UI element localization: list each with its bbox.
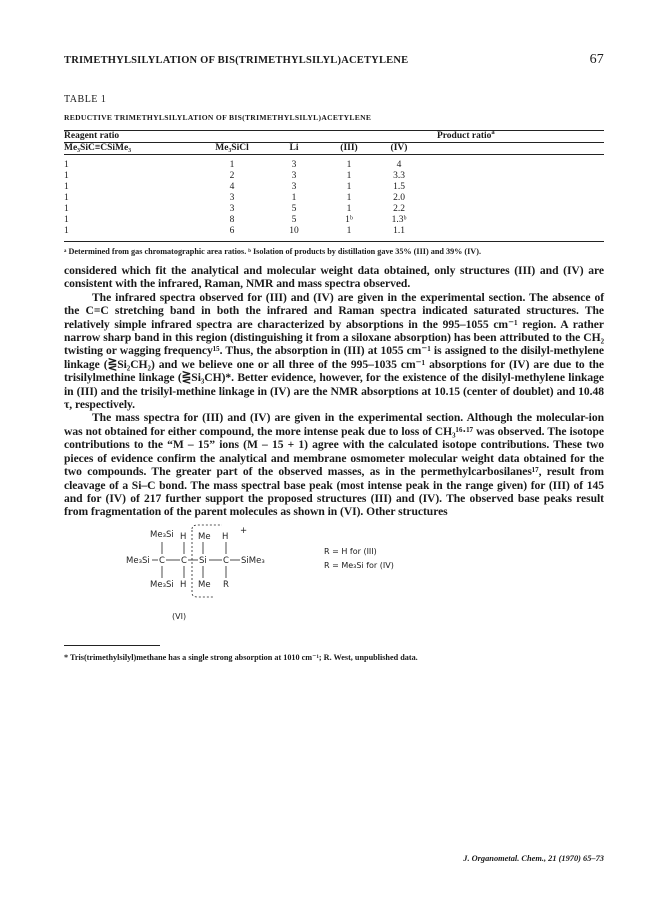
table-row: [64, 160, 604, 171]
running-head-title: TRIMETHYLSILYLATION OF BIS(TRIMETHYLSILYL)ACETYLENE: [64, 55, 409, 66]
table-cell: 3: [291, 171, 297, 181]
atom-c1: C: [159, 555, 165, 566]
atom-h1: H: [180, 531, 187, 542]
atom-me3si-left: Me₃Si: [126, 555, 150, 566]
paragraph-2: The infrared spectra observed for (III) and (IV) are given in the experimental section. The absence of the C=C stretching band in both the infrared and Raman spectra indicated saturated structures. The relatively simple infrared spectra are characterized by absorptions in the 995–1055 cm⁻¹ region. A rather narrow sharp band in this region (distinguishing it from a siloxane absorption) has been attributed to the CH₂ twisting or wagging frequency¹⁵. Thus, the absorption in (III) at 1055 cm⁻¹ is assigned to the disilyl-methylene linkage (⋛Si₂CH₂) and we believe one or all three of the 995–1035 cm⁻¹ absorptions for (IV) are due to the trisilylmethine linkage (⋛Si₃CH)*. Better evidence, however, for the existence of the disilyl-methylene linkage in (III) and the trisilyl-methine linkage in (IV) are the NMR absorptions at 10.15 (center of doublet) and 10.48 τ, respectively.: [64, 290, 604, 412]
table-cell: 3: [229, 204, 235, 214]
cleavage-bracket-top: [192, 525, 222, 529]
structure-vi: [64, 523, 604, 643]
table-caption: REDUCTIVE TRIMETHYLSILYLATION OF BIS(TRIMETHYLSILYL)ACETYLENE: [64, 113, 372, 122]
structure-drawing: [64, 523, 314, 643]
table-cell: 1.1: [393, 226, 405, 236]
table-cell: 10: [289, 226, 299, 236]
table-cell: 1: [64, 193, 69, 203]
r-def-iii: R = H for (III): [324, 546, 377, 556]
col-header-3: Li: [289, 143, 299, 153]
table-cell: 1: [346, 160, 352, 170]
paragraph-1: considered which fit the analytical and molecular weight data obtained, only structures (III) and (IV) are consistent with the infrared, Raman, NMR and mass spectra observed.: [64, 264, 604, 291]
body-text: [64, 264, 604, 519]
table-bottom-rule: [64, 241, 604, 242]
data-table: [64, 128, 604, 142]
table-row: [64, 215, 604, 226]
table-cell: 1: [346, 204, 352, 214]
table-cell: 1: [346, 171, 352, 181]
data-table-columns: [64, 143, 604, 154]
table-cell: 1: [64, 160, 69, 170]
table-cell: 1: [64, 182, 69, 192]
col-header-4: (III): [340, 143, 358, 153]
table-cell: 2.2: [393, 204, 405, 214]
table-cell: 1: [346, 226, 352, 236]
table-cell: 1: [64, 171, 69, 181]
r-def-iv: R = Me₃Si for (IV): [324, 560, 394, 570]
journal-page: [64, 52, 604, 863]
running-head: [64, 52, 604, 68]
table-cell: 1: [346, 182, 352, 192]
col-header-1: Me₃SiC≡CSiMe₃: [64, 143, 132, 153]
atom-sime3: SiMe₃: [241, 555, 265, 566]
atom-me-top: Me: [198, 531, 211, 542]
table-column-header-row: [64, 143, 604, 154]
table-header-rule: [64, 154, 604, 155]
table-cell: 1: [291, 193, 297, 203]
atom-c2: C: [181, 555, 187, 566]
table-cell: 3: [291, 160, 297, 170]
table-row: [64, 182, 604, 193]
atom-h2: H: [180, 579, 187, 590]
table-cell: 3: [291, 182, 297, 192]
table-row: [64, 171, 604, 182]
footnote-rule: [64, 645, 160, 646]
table-cell: 1: [229, 160, 235, 170]
data-table-body: [64, 160, 604, 237]
charge-plus: +: [240, 525, 248, 536]
col-header-5: (IV): [390, 143, 408, 153]
table-cell: 1.3ᵇ: [391, 215, 407, 225]
structure-label: (VI): [172, 611, 187, 621]
table-cell: 1: [64, 226, 69, 236]
table-cell: 1: [64, 204, 69, 214]
table-cell: 4: [396, 160, 402, 170]
table-cell: 1: [64, 215, 69, 225]
product-ratio-header: Product ratio$^a$: [436, 128, 495, 141]
page-footnote: * Tris(trimethylsilyl)methane has a single strong absorption at 1010 cm⁻¹; R. West, unpublished data.: [64, 652, 418, 662]
table-row: [64, 226, 604, 237]
atom-c3: C: [223, 555, 229, 566]
journal-citation: J. Organometal. Chem., 21 (1970) 65–73: [463, 854, 604, 863]
table-cell: 2.0: [393, 193, 405, 203]
reagent-ratio-header: Reagent ratio: [64, 131, 120, 141]
table-cell: 6: [229, 226, 235, 236]
table-row: [64, 193, 604, 204]
atom-h-top: H: [222, 531, 229, 542]
table-label: TABLE 1: [64, 94, 107, 105]
table-group-header-row: [64, 131, 604, 142]
atom-r: R: [223, 579, 229, 590]
atom-me3si-top: Me₃Si: [150, 529, 174, 540]
table-cell: 2: [229, 171, 235, 181]
table-cell: 3: [229, 193, 235, 203]
table-cell: 5: [291, 215, 297, 225]
atom-me-bottom: Me: [198, 579, 211, 590]
r-definitions: [324, 545, 394, 573]
col-header-2: Me₃SiCl: [215, 143, 249, 153]
group-underlines: [64, 142, 604, 143]
atom-si: Si: [199, 555, 207, 566]
table-cell: 1.5: [393, 182, 405, 192]
table-cell: 8: [229, 215, 235, 225]
table-cell: 1: [346, 193, 352, 203]
table-footnote: ᵃ Determined from gas chromatographic area ratios. ᵇ Isolation of products by distillation gave 35% (III) and 39% (IV).: [64, 247, 481, 256]
table-cell: 4: [229, 182, 235, 192]
atom-me3si-bottom: Me₃Si: [150, 579, 174, 590]
table-cell: 1ᵇ: [345, 215, 353, 225]
table-cell: 3.3: [393, 171, 405, 181]
table-cell: 5: [291, 204, 297, 214]
page-number: 67: [589, 52, 604, 67]
table-row: [64, 204, 604, 215]
paragraph-3: The mass spectra for (III) and (IV) are given in the experimental section. Although the molecular-ion was not obtained for either compound, the more intense peak due to loss of CH₃¹⁶·¹⁷ was observed. The isotope contributions to the “M – 15” ions (M – 15 + 1) agree with the calculated isotope contributions. These two pieces of evidence confirm the analytical and membrane osmometer molecular weight data obtained for the two compounds. The greater part of the observed masses, as in the permethylcarbosilanes¹⁷, result from cleavage of a Si–C bond. The mass spectral base peak (most intense peak in the range given) for (III) of 145 and for (IV) of 217 further support the proposed structures (III) and (IV). The observed base peaks result from fragmentation of the parent molecules as shown in (VI). Other structures: [64, 411, 604, 519]
